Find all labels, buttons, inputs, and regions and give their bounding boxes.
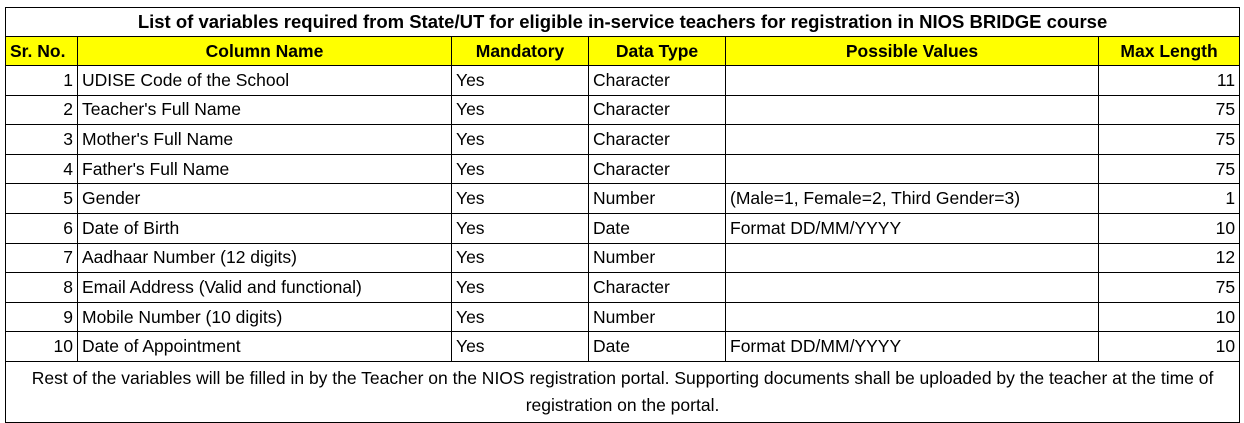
- cell-data-type: Number: [589, 302, 726, 332]
- cell-possible-values: [726, 273, 1099, 303]
- cell-max-length: 75: [1099, 125, 1240, 155]
- cell-column-name: Mother's Full Name: [78, 125, 452, 155]
- table-row: [6, 213, 1240, 243]
- cell-column-name: Father's Full Name: [78, 154, 452, 184]
- cell-max-length: 75: [1099, 273, 1240, 303]
- cell-mandatory: Yes: [452, 302, 589, 332]
- cell-possible-values: [726, 243, 1099, 273]
- table-row: [6, 184, 1240, 214]
- table-body: [6, 66, 1240, 362]
- table-title: List of variables required from State/UT for eligible in-service teachers for registration in NIOS BRIDGE course: [6, 8, 1240, 37]
- header-row: [6, 37, 1240, 66]
- cell-sr-no: 5: [6, 184, 78, 214]
- cell-possible-values: [726, 66, 1099, 96]
- cell-data-type: Character: [589, 95, 726, 125]
- cell-sr-no: 6: [6, 213, 78, 243]
- cell-data-type: Date: [589, 213, 726, 243]
- header-max-length: Max Length: [1099, 37, 1240, 66]
- header-possible-values: Possible Values: [726, 37, 1099, 66]
- cell-mandatory: Yes: [452, 184, 589, 214]
- cell-mandatory: Yes: [452, 95, 589, 125]
- table-row: [6, 243, 1240, 273]
- cell-mandatory: Yes: [452, 125, 589, 155]
- table-row: [6, 125, 1240, 155]
- table-row: [6, 302, 1240, 332]
- title-row: [6, 8, 1240, 37]
- cell-mandatory: Yes: [452, 213, 589, 243]
- footer-note: Rest of the variables will be filled in by the Teacher on the NIOS registration portal. Supporting documents shall be uploaded by the teacher at the time of registration on the portal.: [6, 361, 1240, 422]
- table-row: [6, 154, 1240, 184]
- note-row: [6, 361, 1240, 422]
- cell-sr-no: 9: [6, 302, 78, 332]
- cell-max-length: 12: [1099, 243, 1240, 273]
- cell-max-length: 1: [1099, 184, 1240, 214]
- cell-column-name: Date of Birth: [78, 213, 452, 243]
- cell-max-length: 10: [1099, 332, 1240, 362]
- cell-data-type: Character: [589, 154, 726, 184]
- cell-column-name: Email Address (Valid and functional): [78, 273, 452, 303]
- cell-mandatory: Yes: [452, 273, 589, 303]
- cell-mandatory: Yes: [452, 332, 589, 362]
- cell-max-length: 11: [1099, 66, 1240, 96]
- cell-sr-no: 10: [6, 332, 78, 362]
- cell-possible-values: [726, 95, 1099, 125]
- cell-mandatory: Yes: [452, 243, 589, 273]
- cell-sr-no: 8: [6, 273, 78, 303]
- cell-max-length: 10: [1099, 302, 1240, 332]
- variables-table: [5, 7, 1240, 423]
- cell-data-type: Number: [589, 184, 726, 214]
- cell-sr-no: 7: [6, 243, 78, 273]
- cell-column-name: Mobile Number (10 digits): [78, 302, 452, 332]
- cell-possible-values: [726, 125, 1099, 155]
- cell-sr-no: 4: [6, 154, 78, 184]
- cell-max-length: 75: [1099, 95, 1240, 125]
- cell-column-name: UDISE Code of the School: [78, 66, 452, 96]
- cell-data-type: Character: [589, 66, 726, 96]
- header-data-type: Data Type: [589, 37, 726, 66]
- cell-data-type: Date: [589, 332, 726, 362]
- table-row: [6, 273, 1240, 303]
- cell-column-name: Date of Appointment: [78, 332, 452, 362]
- cell-mandatory: Yes: [452, 66, 589, 96]
- cell-data-type: Character: [589, 125, 726, 155]
- header-column-name: Column Name: [78, 37, 452, 66]
- cell-data-type: Number: [589, 243, 726, 273]
- cell-data-type: Character: [589, 273, 726, 303]
- cell-max-length: 10: [1099, 213, 1240, 243]
- table-row: [6, 332, 1240, 362]
- cell-column-name: Gender: [78, 184, 452, 214]
- header-sr-no: Sr. No.: [6, 37, 78, 66]
- cell-mandatory: Yes: [452, 154, 589, 184]
- header-mandatory: Mandatory: [452, 37, 589, 66]
- table-row: [6, 66, 1240, 96]
- cell-possible-values: (Male=1, Female=2, Third Gender=3): [726, 184, 1099, 214]
- cell-possible-values: [726, 154, 1099, 184]
- cell-sr-no: 1: [6, 66, 78, 96]
- cell-column-name: Teacher's Full Name: [78, 95, 452, 125]
- cell-sr-no: 2: [6, 95, 78, 125]
- cell-max-length: 75: [1099, 154, 1240, 184]
- cell-sr-no: 3: [6, 125, 78, 155]
- cell-possible-values: Format DD/MM/YYYY: [726, 213, 1099, 243]
- table-row: [6, 95, 1240, 125]
- cell-column-name: Aadhaar Number (12 digits): [78, 243, 452, 273]
- cell-possible-values: Format DD/MM/YYYY: [726, 332, 1099, 362]
- cell-possible-values: [726, 302, 1099, 332]
